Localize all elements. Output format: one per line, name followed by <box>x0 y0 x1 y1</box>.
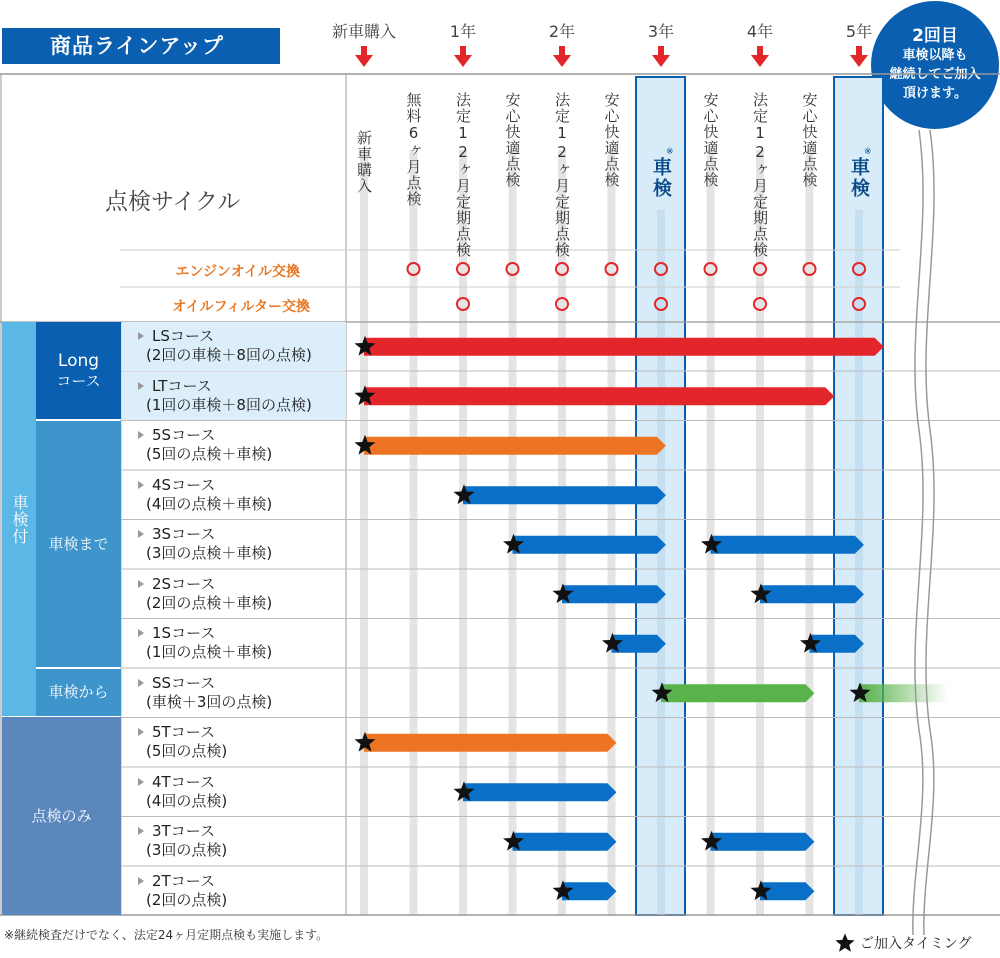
course-name: LSコース <box>152 327 215 345</box>
category-from-shaken: 車検から <box>36 669 121 716</box>
footnote: ※継続検査だけでなく、法定24ヶ月定期点検も実施します。 <box>4 928 329 942</box>
course-name: 5Sコース <box>152 426 216 444</box>
bar-8-0 <box>364 734 616 752</box>
arrow-shaft-4 <box>757 46 763 56</box>
course-desc: (1回の車検＋8回の点検) <box>146 395 312 414</box>
cycle-label: 点検サイクル <box>105 189 241 215</box>
course-row <box>122 669 346 718</box>
triangle-right-icon <box>138 580 144 588</box>
shaken-note-mark-6: ※ <box>666 147 674 157</box>
timeline-label-5: 5年 <box>845 22 873 41</box>
arrow-down-icon-0 <box>355 55 373 67</box>
triangle-right-icon <box>138 382 144 390</box>
column-label-9: 安心快適点検 <box>800 92 819 188</box>
course-row <box>122 768 346 817</box>
course-desc: (車検＋3回の点検) <box>146 692 273 711</box>
legend <box>834 932 971 954</box>
category-main-label: 車検付 <box>10 493 29 545</box>
course-desc: (3回の点検) <box>146 841 228 859</box>
bubble-line-4: 頂けます。 <box>903 86 967 101</box>
bar-5-1 <box>760 585 864 603</box>
arrow-shaft-0 <box>361 46 367 56</box>
column-label-8: 法定12ヶ月定期点検 <box>751 92 769 258</box>
column-label-10: 車検 <box>848 157 870 199</box>
bar-1-0 <box>364 387 834 405</box>
legend-label: ご加入タイミング <box>860 936 972 952</box>
timeline-label-3: 3年 <box>647 22 675 41</box>
triangle-right-icon <box>138 481 144 489</box>
triangle-right-icon <box>138 629 144 637</box>
arrow-shaft-2 <box>559 46 565 56</box>
bar-10-1 <box>711 833 815 851</box>
oil-filter-label: オイルフィルター交換 <box>172 299 310 315</box>
column-label-6: 車検 <box>650 157 672 199</box>
bar-7-1 <box>859 684 948 702</box>
shaken-note-mark-10: ※ <box>864 147 872 157</box>
bar-9-0 <box>463 783 616 801</box>
column-label-5: 安心快適点検 <box>602 92 621 188</box>
course-desc: (4回の点検) <box>146 791 228 810</box>
course-name: 1Sコース <box>152 624 216 642</box>
triangle-right-icon <box>138 778 144 786</box>
bar-11-0 <box>562 882 616 900</box>
arrow-down-icon-4 <box>751 55 769 67</box>
category-until-shaken: 車検まで <box>36 421 121 667</box>
bar-2-0 <box>364 437 666 455</box>
triangle-right-icon <box>138 827 144 835</box>
course-desc: (4回の点検＋車検) <box>146 494 273 513</box>
course-row <box>122 570 346 619</box>
column-label-3: 安心快適点検 <box>503 92 522 188</box>
course-name: 4Tコース <box>152 772 215 791</box>
arrow-down-icon-1 <box>454 55 472 67</box>
triangle-right-icon <box>138 530 144 538</box>
column-label-0: 新車購入 <box>355 130 373 194</box>
course-desc: (1回の点検＋車検) <box>146 643 273 661</box>
category-long-line-2: コース <box>56 371 101 390</box>
engine-oil-label: エンジンオイル交換 <box>175 264 300 280</box>
course-desc: (3回の点検＋車検) <box>146 544 273 562</box>
bar-4-1 <box>711 536 864 554</box>
wave-line-left <box>913 130 923 935</box>
bar-6-1 <box>810 635 864 653</box>
wave-line-right <box>924 130 934 935</box>
category-inspection-only: 点検のみ <box>2 717 121 915</box>
course-desc: (5回の点検) <box>146 742 228 760</box>
column-stripe-6 <box>657 210 665 915</box>
course-row <box>122 520 346 569</box>
course-name: 2Tコース <box>152 871 215 890</box>
course-desc: (2回の点検) <box>146 890 228 909</box>
course-row <box>122 421 346 470</box>
course-row <box>122 867 346 916</box>
timeline-label-1: 1年 <box>449 22 477 41</box>
bar-3-0 <box>463 486 666 504</box>
course-desc: (2回の点検＋車検) <box>146 593 273 612</box>
bar-0-0 <box>364 338 884 356</box>
triangle-right-icon <box>138 679 144 687</box>
timeline-label-0: 新車購入 <box>331 22 396 41</box>
triangle-right-icon <box>138 332 144 340</box>
triangle-right-icon <box>138 877 144 885</box>
bubble-line-2: 車検以降も <box>902 48 968 63</box>
bubble-line-1: 2回目 <box>912 26 958 46</box>
bar-11-1 <box>760 882 814 900</box>
course-name: LTコース <box>152 376 212 395</box>
course-desc: (2回の車検＋8回の点検) <box>146 346 312 364</box>
column-stripe-0 <box>360 150 368 915</box>
triangle-right-icon <box>138 431 144 439</box>
column-label-2: 法定12ヶ月定期点検 <box>454 92 472 258</box>
page-title: 商品ラインアップ <box>2 28 280 64</box>
bar-7-0 <box>661 684 814 702</box>
course-name: 3Sコース <box>152 525 216 543</box>
column-stripe-10 <box>855 210 863 915</box>
column-label-1: 無料6ヶ月点検 <box>404 92 423 207</box>
course-desc: (5回の点検＋車検) <box>146 445 273 463</box>
arrow-shaft-3 <box>658 46 664 56</box>
course-row <box>122 372 346 421</box>
category-long-line-1: Long <box>57 350 100 371</box>
star-icon <box>834 932 856 954</box>
course-row <box>122 817 346 866</box>
arrow-down-icon-2 <box>553 55 571 67</box>
course-name: SSコース <box>152 673 216 692</box>
column-label-7: 安心快適点検 <box>701 92 720 188</box>
bar-5-0 <box>562 585 666 603</box>
course-row <box>122 471 346 520</box>
bar-10-0 <box>513 833 617 851</box>
bar-6-0 <box>612 635 666 653</box>
course-name: 2Sコース <box>152 574 216 593</box>
category-long <box>36 322 121 419</box>
course-name: 3Tコース <box>152 822 215 840</box>
timeline-label-2: 2年 <box>548 22 576 41</box>
category-main <box>2 322 36 716</box>
arrow-down-icon-5 <box>850 55 868 67</box>
course-row <box>122 718 346 767</box>
bar-4-0 <box>513 536 666 554</box>
arrow-shaft-5 <box>856 46 862 56</box>
course-row <box>122 322 346 371</box>
course-row <box>122 619 346 668</box>
course-name: 4Sコース <box>152 475 216 494</box>
course-name: 5Tコース <box>152 723 215 741</box>
timeline-label-4: 4年 <box>746 22 774 41</box>
bubble-line-3: 継続してご加入 <box>889 67 981 82</box>
column-label-4: 法定12ヶ月定期点検 <box>553 92 571 258</box>
arrow-shaft-1 <box>460 46 466 56</box>
triangle-right-icon <box>138 728 144 736</box>
arrow-down-icon-3 <box>652 55 670 67</box>
